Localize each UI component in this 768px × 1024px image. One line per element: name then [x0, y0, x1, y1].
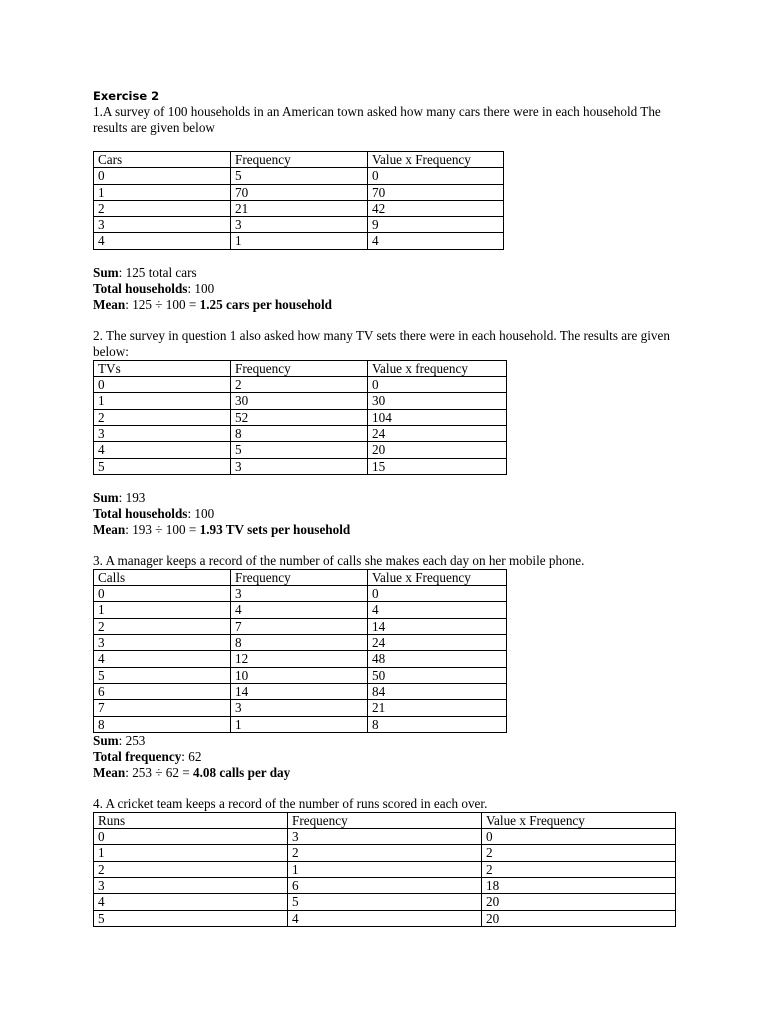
q4-table: [93, 812, 676, 927]
table-cell: 4: [94, 442, 231, 458]
table-row: [94, 667, 507, 683]
table-row: [94, 425, 507, 441]
q3-sum: Sum: 253: [93, 732, 146, 748]
table-cell: Value x frequency: [368, 360, 507, 376]
table-cell: 24: [368, 425, 507, 441]
table-cell: Frequency: [231, 569, 368, 585]
table-row: [94, 458, 507, 474]
table-row: [94, 700, 507, 716]
table-row: [94, 184, 504, 200]
q3-table: [93, 569, 507, 733]
table-cell: 2: [231, 377, 368, 393]
table-cell: 0: [482, 829, 676, 845]
table-cell: 70: [368, 184, 504, 200]
table-cell: 6: [288, 878, 482, 894]
table-cell: 2: [482, 845, 676, 861]
table-header-row: [94, 360, 507, 376]
table-cell: 1: [288, 861, 482, 877]
table-cell: 7: [231, 618, 368, 634]
q2-text: 2. The survey in question 1 also asked how many TV sets there were in each household. The results are given below:: [93, 327, 670, 359]
table-header-row: [94, 812, 676, 828]
table-row: [94, 894, 676, 910]
table-cell: 3: [231, 586, 368, 602]
table-row: [94, 602, 507, 618]
table-cell: Runs: [94, 812, 288, 828]
q2-sum: Sum: 193: [93, 489, 146, 505]
table-row: [94, 829, 676, 845]
table-cell: 2: [482, 861, 676, 877]
table-cell: 1: [94, 602, 231, 618]
table-cell: 24: [368, 635, 507, 651]
table-cell: 4: [94, 233, 231, 249]
table-cell: 0: [368, 586, 507, 602]
table-cell: 70: [231, 184, 368, 200]
q3-mean: Mean: 253 ÷ 62 = 4.08 calls per day: [93, 764, 291, 780]
table-cell: 21: [368, 700, 507, 716]
table-cell: 5: [94, 910, 288, 926]
table-cell: 15: [368, 458, 507, 474]
table-header-row: [94, 152, 504, 168]
table-cell: 1: [94, 845, 288, 861]
table-cell: 14: [231, 683, 368, 699]
table-cell: 8: [368, 716, 507, 732]
table-cell: 20: [482, 894, 676, 910]
table-cell: 1: [231, 233, 368, 249]
table-row: [94, 377, 507, 393]
exercise-heading: Exercise 2: [93, 89, 160, 103]
document-page: [93, 87, 683, 927]
table-cell: 4: [231, 602, 368, 618]
table-cell: 21: [231, 200, 368, 216]
table-cell: Calls: [94, 569, 231, 585]
table-cell: 3: [94, 635, 231, 651]
table-cell: 4: [94, 894, 288, 910]
table-cell: Value x Frequency: [368, 152, 504, 168]
q2-table: [93, 360, 507, 475]
table-cell: 1: [94, 393, 231, 409]
table-cell: 2: [94, 200, 231, 216]
table-cell: 0: [368, 377, 507, 393]
table-cell: 3: [288, 829, 482, 845]
table-cell: 1: [231, 716, 368, 732]
q2-mean: Mean: 193 ÷ 100 = 1.93 TV sets per household: [93, 521, 351, 537]
table-cell: 2: [94, 409, 231, 425]
table-row: [94, 878, 676, 894]
table-cell: Value x Frequency: [482, 812, 676, 828]
table-cell: 0: [368, 168, 504, 184]
table-cell: 30: [368, 393, 507, 409]
table-cell: 3: [94, 425, 231, 441]
table-row: [94, 716, 507, 732]
table-cell: 8: [94, 716, 231, 732]
table-row: [94, 233, 504, 249]
table-cell: 9: [368, 217, 504, 233]
table-cell: TVs: [94, 360, 231, 376]
table-cell: 3: [231, 217, 368, 233]
table-cell: 52: [231, 409, 368, 425]
table-cell: Frequency: [231, 360, 368, 376]
q1-text: 1.A survey of 100 households in an American town asked how many cars there were in each household The results are given below: [93, 104, 661, 135]
table-cell: 5: [288, 894, 482, 910]
q1-mean: Mean: 125 ÷ 100 = 1.25 cars per household: [93, 296, 333, 312]
table-cell: Frequency: [288, 812, 482, 828]
table-cell: 3: [231, 458, 368, 474]
table-cell: 0: [94, 586, 231, 602]
table-cell: 2: [288, 845, 482, 861]
table-cell: 14: [368, 618, 507, 634]
table-cell: 0: [94, 377, 231, 393]
table-cell: 4: [94, 651, 231, 667]
table-row: [94, 910, 676, 926]
table-header-row: [94, 569, 507, 585]
table-row: [94, 217, 504, 233]
table-cell: 5: [231, 442, 368, 458]
table-cell: 104: [368, 409, 507, 425]
table-cell: 42: [368, 200, 504, 216]
table-cell: 5: [94, 458, 231, 474]
table-row: [94, 845, 676, 861]
table-cell: 48: [368, 651, 507, 667]
table-cell: 20: [482, 910, 676, 926]
q3-text: 3. A manager keeps a record of the number of calls she makes each day on her mobile phone.: [93, 552, 585, 568]
table-cell: 4: [368, 602, 507, 618]
table-row: [94, 409, 507, 425]
table-cell: 30: [231, 393, 368, 409]
table-cell: 12: [231, 651, 368, 667]
table-cell: Frequency: [231, 152, 368, 168]
table-row: [94, 618, 507, 634]
q1-total: Total households: 100: [93, 280, 215, 296]
table-row: [94, 861, 676, 877]
table-cell: 1: [94, 184, 231, 200]
table-cell: 2: [94, 861, 288, 877]
q1-table: [93, 151, 504, 250]
table-row: [94, 651, 507, 667]
table-row: [94, 442, 507, 458]
table-cell: 8: [231, 425, 368, 441]
table-cell: 7: [94, 700, 231, 716]
table-row: [94, 168, 504, 184]
table-cell: 18: [482, 878, 676, 894]
q1-sum: Sum: 125 total cars: [93, 264, 197, 280]
table-cell: 5: [231, 168, 368, 184]
q4-text: 4. A cricket team keeps a record of the number of runs scored in each over.: [93, 795, 488, 811]
table-cell: 50: [368, 667, 507, 683]
table-cell: Cars: [94, 152, 231, 168]
q3-total: Total frequency: 62: [93, 748, 202, 764]
table-cell: 84: [368, 683, 507, 699]
table-cell: 20: [368, 442, 507, 458]
table-row: [94, 393, 507, 409]
table-row: [94, 683, 507, 699]
table-cell: 0: [94, 168, 231, 184]
q2-total: Total households: 100: [93, 505, 215, 521]
table-cell: 5: [94, 667, 231, 683]
table-cell: 3: [231, 700, 368, 716]
table-row: [94, 200, 504, 216]
table-cell: 3: [94, 217, 231, 233]
table-cell: 2: [94, 618, 231, 634]
table-cell: 4: [368, 233, 504, 249]
table-cell: 6: [94, 683, 231, 699]
table-cell: 8: [231, 635, 368, 651]
table-row: [94, 635, 507, 651]
table-row: [94, 586, 507, 602]
table-cell: 0: [94, 829, 288, 845]
table-cell: Value x Frequency: [368, 569, 507, 585]
table-cell: 10: [231, 667, 368, 683]
table-cell: 4: [288, 910, 482, 926]
table-cell: 3: [94, 878, 288, 894]
